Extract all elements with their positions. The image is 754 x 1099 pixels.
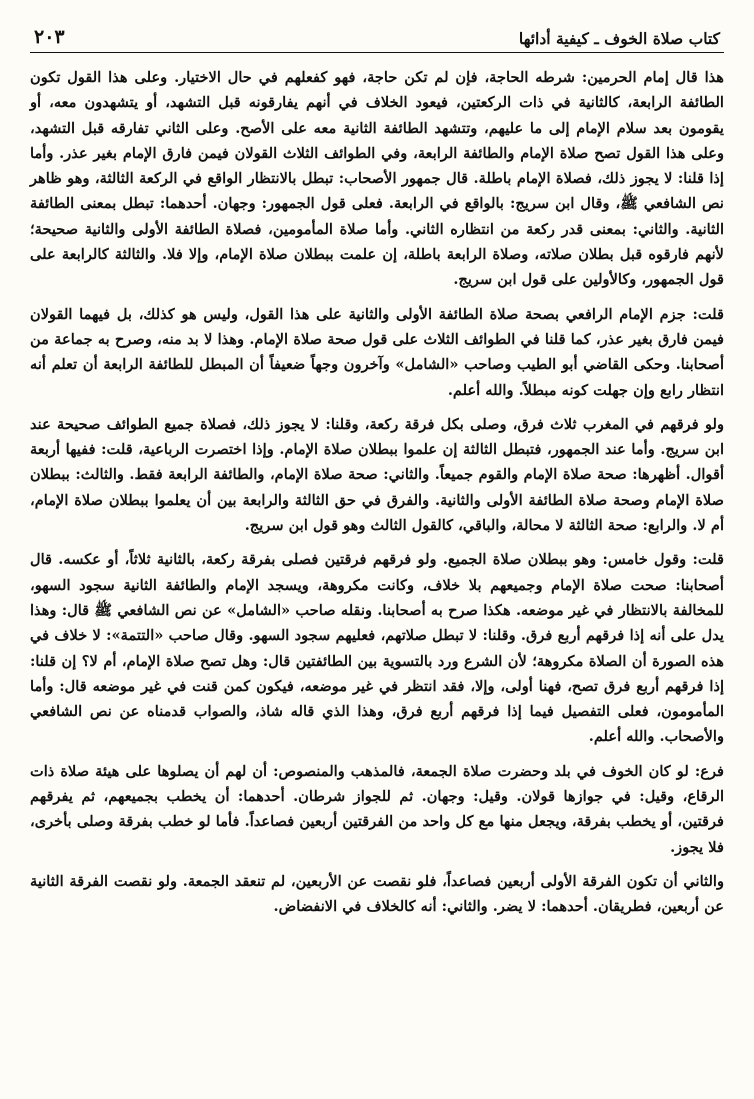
paragraph-text: والثاني أن تكون الفرقة الأولى أربعين فصاعداً، فلو نقصت عن الأربعين، لم تنعقد الجمعة. ولو نقصت الفرقة الثانية عن أربعين، فطريقان. أحدهما: لا يضر. والثاني: أنه كالخلاف في الانفضاض. bbox=[30, 872, 724, 916]
paragraph-lead: قلت: bbox=[692, 551, 724, 569]
chapter-title: كتاب صلاة الخوف ـ كيفية أدائها bbox=[518, 29, 720, 48]
paragraph-4 bbox=[30, 547, 724, 749]
paragraph-lead: فرع: bbox=[694, 762, 724, 780]
paragraph-text: لو كان الخوف في بلد وحضرت صلاة الجمعة، فالمذهب والمنصوص: أن لهم أن يصلوها على هيئة صلاة ذات الرقاع، وقيل: في جوازها قولان. وقيل: وجهان. ثم للجواز شرطان. أحدهما: أن يخطب بجميعهم، ثم يفرقهم فرقتين، أو يخطب بفرقة، ويجعل منها مع كل واحد من الفرقتين أربعين فصاعداً. فأما لو خطب بفرقة وصلى بأخرى، فلا يجوز. bbox=[30, 762, 724, 856]
paragraph-text: وقول خامس: وهو ببطلان صلاة الجميع. ولو فرقهم فرقتين فصلى بفرقة ركعة، بالثانية ثلاثاً، أو عكسه. قال أصحابنا: صحت صلاة الإمام وجميعهم بلا خلاف، وكانت مكروهة، ويسجد الإمام والطائفة الثانية سجود السهو، للمخالفة بالانتظار في غير موضعه. هكذا صرح به أصحابنا. ونقله صاحب «الشامل» عن نص الشافعي ﷺ قال: وهذا يدل على أنه إذا فرقهم أربع فرق. وقلنا: لا تبطل صلاتهم، فعليهم سجود السهو. وقال صاحب «التتمة»: لا خلاف في هذه الصورة أن الصلاة مكروهة؛ لأن الشرع ورد بالتسوية بين الطائفتين قال: وهل تصح صلاة الإمام، أم لا؟ إن قلنا: إذا فرقهم أربع فرق تصح، فهنا أولى، وإلا، فقد انتظر في غير موضعه، فيكون كمن قنت في غير موضعه قال: وأما المأمومون، فعلى التفصيل فيما إذا فرقهم أربع فرق، وهذا الذي قاله شاذ، والصواب قدمناه عن نص الشافعي والأصحاب. والله أعلم. bbox=[30, 551, 724, 746]
paragraph-5 bbox=[30, 759, 724, 860]
paragraph-lead: قلت: bbox=[692, 305, 724, 323]
page-number: ٢٠٣ bbox=[34, 26, 65, 48]
paragraph-text: جزم الإمام الرافعي بصحة صلاة الطائفة الأولى والثانية على هذا القول، وليس هو كذلك، بل فيهما القولان فيمن فارق بغير عذر، كما قلنا في الطوائف الثلاث على قول صحة صلاة الإمام. وهذا لا بد منه، وصرح به جماعة من أصحابنا. وحكى القاضي أبو الطيب وصاحب «الشامل» وآخرون وجهاً ضعيفاً أن المبطل للطائفة الرابعة أن تعلم أنه انتظار رابع وإن جهلت كونه مبطلاً. والله أعلم. bbox=[30, 305, 724, 399]
paragraph-3 bbox=[30, 412, 724, 538]
paragraph-2 bbox=[30, 302, 724, 403]
paragraph-6 bbox=[30, 869, 724, 920]
paragraph-1 bbox=[30, 65, 724, 293]
body-text bbox=[30, 65, 724, 920]
running-header bbox=[30, 26, 724, 53]
paragraph-text: ولو فرقهم في المغرب ثلاث فرق، وصلى بكل فرقة ركعة، وقلنا: لا يجوز ذلك، فصلاة جميع الطوائف صحيحة عند ابن سريج. وأما عند الجمهور، فتبطل الثالثة إن علموا ببطلان صلاة الإمام. وإذا اختصرت الرباعية، قلت: ففيها أربعة أقوال. أظهرها: صحة صلاة الإمام والقوم جميعاً. والثاني: صحة صلاة الإمام، والطائفة الرابعة فقط. والثالث: ببطلان صلاة الإمام وصحة صلاة الطائفة الأولى والثانية. والفرق في حق الثالثة والرابعة بين أن يعلموا ببطلان صلاة الإمام، أم لا. والرابع: صحة الثالثة لا محالة، والباقي، كالقول الثالث وهو قول ابن سريج. bbox=[30, 415, 724, 535]
paragraph-text: هذا قال إمام الحرمين: شرطه الحاجة، فإن لم تكن حاجة، فهو كفعلهم في حال الاختيار. وعلى هذا القول تكون الطائفة الرابعة، كالثانية في ذات الركعتين، فيعود الخلاف في أنهم يفارقونه قبل التشهد، أو يتشهدون معه، أو يقومون بعد سلام الإمام إلى ما عليهم، وتتشهد الطائفة الثانية معه على الأصح. وعلى الثاني تفارقه قبل التشهد، وعلى هذا القول تصح صلاة الإمام والطائفة الرابعة، وفي الطوائف الثلاث القولان فيمن فارق الإمام بغير عذر. وأما إذا قلنا: لا يجوز ذلك، فصلاة الإمام باطلة. قال جمهور الأصحاب: تبطل بالانتظار الواقع في الركعة الثالثة، وهو ظاهر نص الشافعي ﷺ، وقال ابن سريج: بالواقع في الرابعة. فعلى قول الجمهور: وجهان. أحدهما: تبطل بمعنى الطائفة الثانية. والثاني: بمعنى قدر ركعة من انتظاره الثاني. وأما صلاة المأمومين، فصلاة الطائفة الأولى والثانية صحيحة؛ لأنهم فارقوه قبل بطلان صلاته، وصلاة الرابعة باطلة، إن علمت ببطلان صلاة الإمام، وإلا فلا. والثالثة كالرابعة على قول الجمهور، وكالأولين على قول ابن سريج. bbox=[30, 69, 724, 289]
